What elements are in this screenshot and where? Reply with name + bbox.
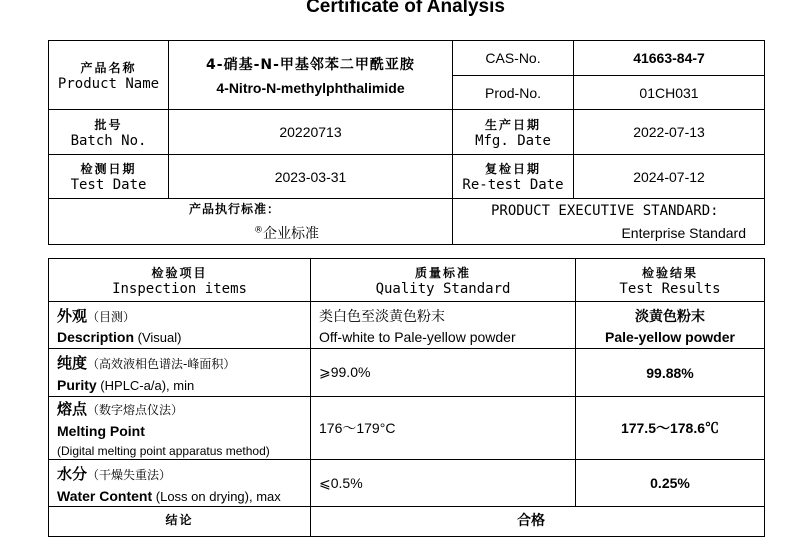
batch-label: 批号 Batch No. (49, 110, 169, 155)
test-date-label: 检测日期 Test Date (49, 155, 169, 199)
table-row (49, 397, 765, 460)
standard-water-content: ⩽0.5% (311, 460, 576, 507)
batch-value: 20220713 (169, 110, 453, 155)
item-water-content: 水分（干燥失重法） Water Content (Loss on drying), max (49, 460, 311, 507)
result-purity: 99.88% (576, 349, 765, 397)
test-date-value: 2023-03-31 (169, 155, 453, 199)
item-melting-point: 熔点（数字熔点仪法） Melting Point (Digital melting point apparatus method) (49, 397, 311, 460)
product-standard-cn: 产品执行标准： ®企业标准 (49, 199, 453, 245)
mfg-date-label: 生产日期 Mfg. Date (453, 110, 574, 155)
conclusion-label: 结论 (49, 507, 311, 537)
retest-date-value: 2024-07-12 (574, 155, 765, 199)
product-info-table (48, 40, 765, 245)
product-name-value: 4-硝基-N-甲基邻苯二甲酰亚胺 4-Nitro-N-methylphthalimide (169, 41, 453, 110)
col-header-standard: 质量标准 Quality Standard (311, 259, 576, 302)
cas-value: 41663-84-7 (574, 41, 765, 76)
mfg-date-value: 2022-07-13 (574, 110, 765, 155)
standard-purity: ⩾99.0% (311, 349, 576, 397)
standard-melting-point: 176～179°C (311, 397, 576, 460)
table-row (49, 507, 765, 537)
result-melting-point: 177.5～178.6℃ (576, 397, 765, 460)
product-standard-en: PRODUCT EXECUTIVE STANDARD: Enterprise Standard (453, 199, 765, 245)
col-header-items: 检验项目 Inspection items (49, 259, 311, 302)
table-row (49, 460, 765, 507)
inspection-table (48, 258, 765, 537)
prod-no-label: Prod-No. (453, 76, 574, 110)
item-purity: 纯度（高效液相色谱法-峰面积） Purity (HPLC-a/a), min (49, 349, 311, 397)
document-title: Certificate of Analysis (306, 0, 505, 17)
table-row (49, 349, 765, 397)
table-row (49, 302, 765, 349)
retest-date-label: 复检日期 Re-test Date (453, 155, 574, 199)
result-water-content: 0.25% (576, 460, 765, 507)
conclusion-value: 合格 (311, 507, 765, 537)
standard-description: 类白色至淡黄色粉末 Off-white to Pale-yellow powder (311, 302, 576, 349)
prod-no-value: 01CH031 (574, 76, 765, 110)
item-description: 外观（目测） Description (Visual) (49, 302, 311, 349)
cas-label: CAS-No. (453, 41, 574, 76)
result-description: 淡黄色粉末 Pale-yellow powder (576, 302, 765, 349)
col-header-results: 检验结果 Test Results (576, 259, 765, 302)
product-name-label: 产品名称 Product Name (49, 41, 169, 110)
